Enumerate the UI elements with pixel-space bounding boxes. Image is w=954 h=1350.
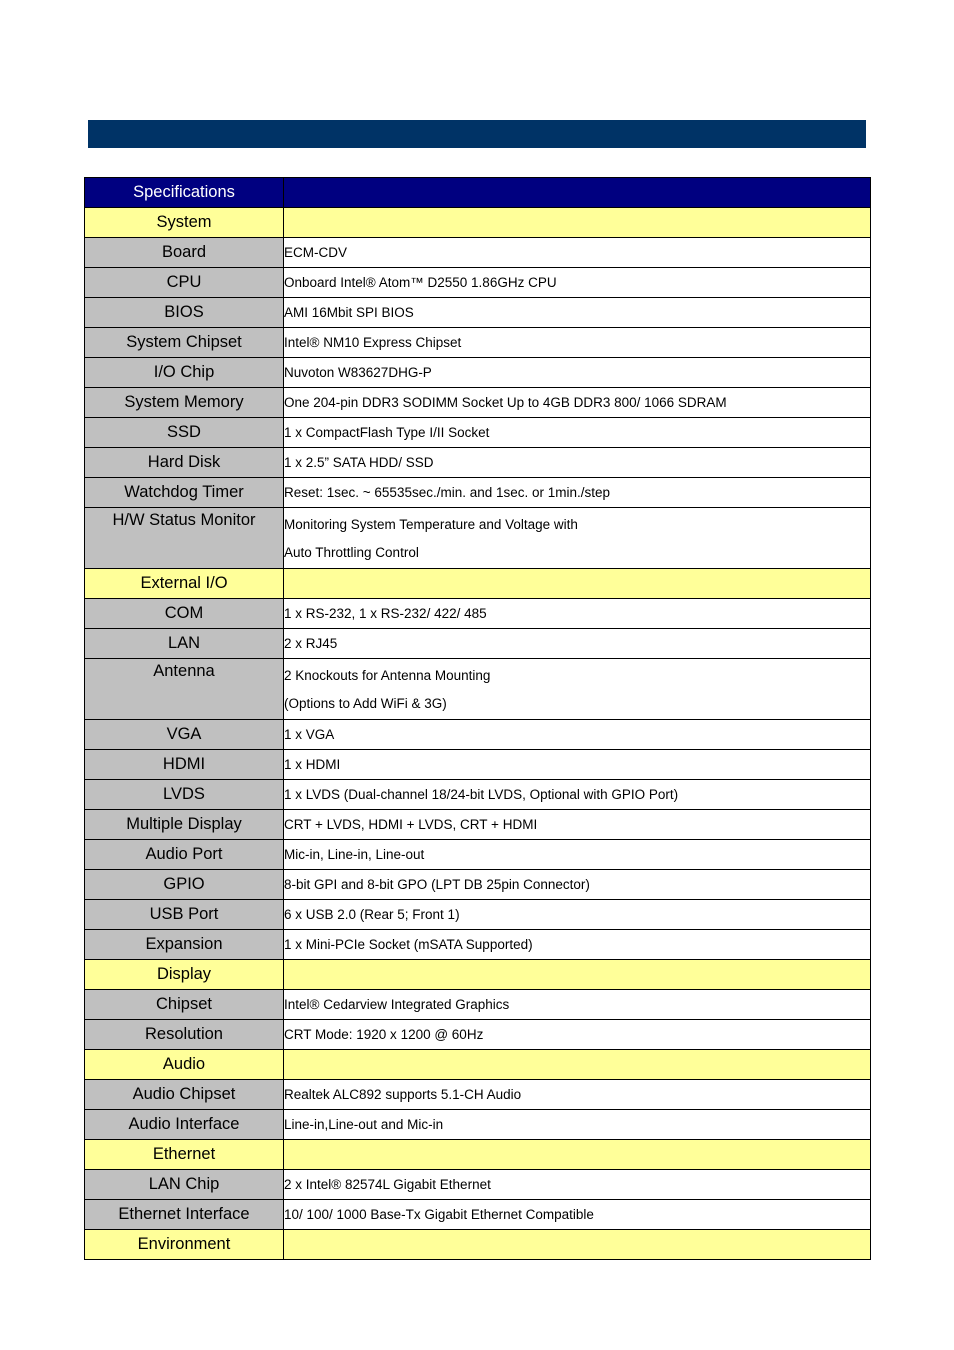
spec-label: LVDS bbox=[85, 780, 284, 810]
spec-value-line: 1 x Mini-PCIe Socket (mSATA Supported) bbox=[284, 937, 533, 952]
spec-row bbox=[85, 659, 871, 720]
section-row bbox=[85, 1050, 871, 1080]
spec-value bbox=[284, 1110, 871, 1140]
section-value bbox=[284, 1050, 871, 1080]
spec-value-line: 1 x 2.5” SATA HDD/ SSD bbox=[284, 455, 434, 470]
spec-value bbox=[284, 840, 871, 870]
spec-value bbox=[284, 870, 871, 900]
spec-value-line: 2 x RJ45 bbox=[284, 636, 338, 651]
spec-value bbox=[284, 1200, 871, 1230]
section-value bbox=[284, 569, 871, 599]
spec-value-line: 2 x Intel® 82574L Gigabit Ethernet bbox=[284, 1177, 491, 1192]
spec-label: Expansion bbox=[85, 930, 284, 960]
spec-value bbox=[284, 508, 871, 569]
spec-label: COM bbox=[85, 599, 284, 629]
table-header-row bbox=[85, 178, 871, 208]
spec-value bbox=[284, 298, 871, 328]
spec-row bbox=[85, 900, 871, 930]
spec-value bbox=[284, 418, 871, 448]
spec-row bbox=[85, 750, 871, 780]
spec-value bbox=[284, 478, 871, 508]
spec-value-line: Reset: 1sec. ~ 65535sec./min. and 1sec. or 1min./step bbox=[284, 485, 611, 500]
spec-row bbox=[85, 1170, 871, 1200]
spec-label: Multiple Display bbox=[85, 810, 284, 840]
section-value bbox=[284, 1140, 871, 1170]
spec-value-line: CRT + LVDS, HDMI + LVDS, CRT + HDMI bbox=[284, 817, 538, 832]
spec-row bbox=[85, 1020, 871, 1050]
spec-label: Watchdog Timer bbox=[85, 478, 284, 508]
spec-row bbox=[85, 358, 871, 388]
spec-value bbox=[284, 1080, 871, 1110]
spec-value-line: AMI 16Mbit SPI BIOS bbox=[284, 305, 414, 320]
spec-label: Resolution bbox=[85, 1020, 284, 1050]
spec-value-line: 1 x VGA bbox=[284, 727, 335, 742]
spec-value-line: Realtek ALC892 supports 5.1-CH Audio bbox=[284, 1087, 522, 1102]
spec-row bbox=[85, 870, 871, 900]
spec-row bbox=[85, 1200, 871, 1230]
spec-value bbox=[284, 900, 871, 930]
spec-value-line: ECM-CDV bbox=[284, 245, 347, 260]
section-row bbox=[85, 569, 871, 599]
spec-label: System Chipset bbox=[85, 328, 284, 358]
spec-label: System Memory bbox=[85, 388, 284, 418]
spec-row bbox=[85, 720, 871, 750]
spec-row bbox=[85, 780, 871, 810]
spec-value bbox=[284, 358, 871, 388]
section-value bbox=[284, 208, 871, 238]
spec-row bbox=[85, 990, 871, 1020]
spec-value-line: Line-in,Line-out and Mic-in bbox=[284, 1117, 444, 1132]
spec-value-line: 1 x LVDS (Dual-channel 18/24-bit LVDS, Optional with GPIO Port) bbox=[284, 787, 679, 802]
section-label: Ethernet bbox=[85, 1140, 284, 1170]
spec-value bbox=[284, 720, 871, 750]
section-label: System bbox=[85, 208, 284, 238]
spec-row bbox=[85, 1110, 871, 1140]
spec-value bbox=[284, 1020, 871, 1050]
spec-row bbox=[85, 508, 871, 569]
spec-row bbox=[85, 1080, 871, 1110]
spec-value bbox=[284, 629, 871, 659]
spec-value bbox=[284, 328, 871, 358]
section-value bbox=[284, 960, 871, 990]
spec-value-line: 10/ 100/ 1000 Base-Tx Gigabit Ethernet Compatible bbox=[284, 1207, 594, 1222]
spec-row bbox=[85, 599, 871, 629]
spec-value bbox=[284, 238, 871, 268]
spec-label: LAN bbox=[85, 629, 284, 659]
spec-value bbox=[284, 659, 871, 720]
spec-label: Chipset bbox=[85, 990, 284, 1020]
spec-value-line: 1 x HDMI bbox=[284, 757, 341, 772]
spec-value bbox=[284, 1170, 871, 1200]
spec-label: SSD bbox=[85, 418, 284, 448]
spec-row bbox=[85, 298, 871, 328]
spec-label: HDMI bbox=[85, 750, 284, 780]
spec-label: Hard Disk bbox=[85, 448, 284, 478]
section-row bbox=[85, 960, 871, 990]
section-row bbox=[85, 1230, 871, 1260]
spec-value-line: One 204-pin DDR3 SODIMM Socket Up to 4GB DDR3 800/ 1066 SDRAM bbox=[284, 395, 727, 410]
spec-value bbox=[284, 750, 871, 780]
page-header-banner bbox=[88, 120, 866, 148]
spec-value bbox=[284, 780, 871, 810]
spec-value-line: Nuvoton W83627DHG-P bbox=[284, 365, 432, 380]
spec-label: LAN Chip bbox=[85, 1170, 284, 1200]
spec-label: I/O Chip bbox=[85, 358, 284, 388]
spec-value-line: 1 x CompactFlash Type I/II Socket bbox=[284, 425, 490, 440]
spec-label: Audio Port bbox=[85, 840, 284, 870]
spec-label: Ethernet Interface bbox=[85, 1200, 284, 1230]
section-label: External I/O bbox=[85, 569, 284, 599]
spec-value bbox=[284, 448, 871, 478]
spec-value-line: Intel® Cedarview Integrated Graphics bbox=[284, 997, 510, 1012]
spec-label: BIOS bbox=[85, 298, 284, 328]
spec-value-line: CRT Mode: 1920 x 1200 @ 60Hz bbox=[284, 1027, 484, 1042]
header-value bbox=[284, 178, 871, 208]
spec-value-line: 6 x USB 2.0 (Rear 5; Front 1) bbox=[284, 907, 460, 922]
section-row bbox=[85, 208, 871, 238]
spec-value bbox=[284, 268, 871, 298]
spec-value-line: 8-bit GPI and 8-bit GPO (LPT DB 25pin Connector) bbox=[284, 877, 590, 892]
spec-value bbox=[284, 599, 871, 629]
spec-label: VGA bbox=[85, 720, 284, 750]
spec-value-line: (Options to Add WiFi & 3G) bbox=[284, 696, 447, 711]
spec-row bbox=[85, 810, 871, 840]
spec-value bbox=[284, 810, 871, 840]
spec-label: H/W Status Monitor bbox=[85, 508, 284, 569]
section-label: Environment bbox=[85, 1230, 284, 1260]
spec-row bbox=[85, 418, 871, 448]
spec-label: GPIO bbox=[85, 870, 284, 900]
spec-row bbox=[85, 328, 871, 358]
header-label: Specifications bbox=[85, 178, 284, 208]
spec-row bbox=[85, 448, 871, 478]
spec-row bbox=[85, 238, 871, 268]
spec-row bbox=[85, 268, 871, 298]
spec-value bbox=[284, 388, 871, 418]
spec-value-line: Auto Throttling Control bbox=[284, 545, 419, 560]
specifications-table bbox=[84, 177, 871, 1260]
spec-value-line: 1 x RS-232, 1 x RS-232/ 422/ 485 bbox=[284, 606, 487, 621]
spec-value-line: Mic-in, Line-in, Line-out bbox=[284, 847, 425, 862]
spec-label: Board bbox=[85, 238, 284, 268]
section-value bbox=[284, 1230, 871, 1260]
spec-value-line: Onboard Intel® Atom™ D2550 1.86GHz CPU bbox=[284, 275, 557, 290]
spec-label: Antenna bbox=[85, 659, 284, 720]
spec-row bbox=[85, 840, 871, 870]
spec-value-line: Intel® NM10 Express Chipset bbox=[284, 335, 462, 350]
spec-label: USB Port bbox=[85, 900, 284, 930]
spec-value-line: Monitoring System Temperature and Voltage with bbox=[284, 516, 578, 532]
spec-label: Audio Chipset bbox=[85, 1080, 284, 1110]
spec-label: CPU bbox=[85, 268, 284, 298]
spec-row bbox=[85, 629, 871, 659]
spec-label: Audio Interface bbox=[85, 1110, 284, 1140]
section-label: Display bbox=[85, 960, 284, 990]
spec-row bbox=[85, 478, 871, 508]
section-label: Audio bbox=[85, 1050, 284, 1080]
spec-value bbox=[284, 930, 871, 960]
spec-value-line: 2 Knockouts for Antenna Mounting bbox=[284, 667, 491, 683]
spec-row bbox=[85, 930, 871, 960]
section-row bbox=[85, 1140, 871, 1170]
spec-row bbox=[85, 388, 871, 418]
spec-value bbox=[284, 990, 871, 1020]
